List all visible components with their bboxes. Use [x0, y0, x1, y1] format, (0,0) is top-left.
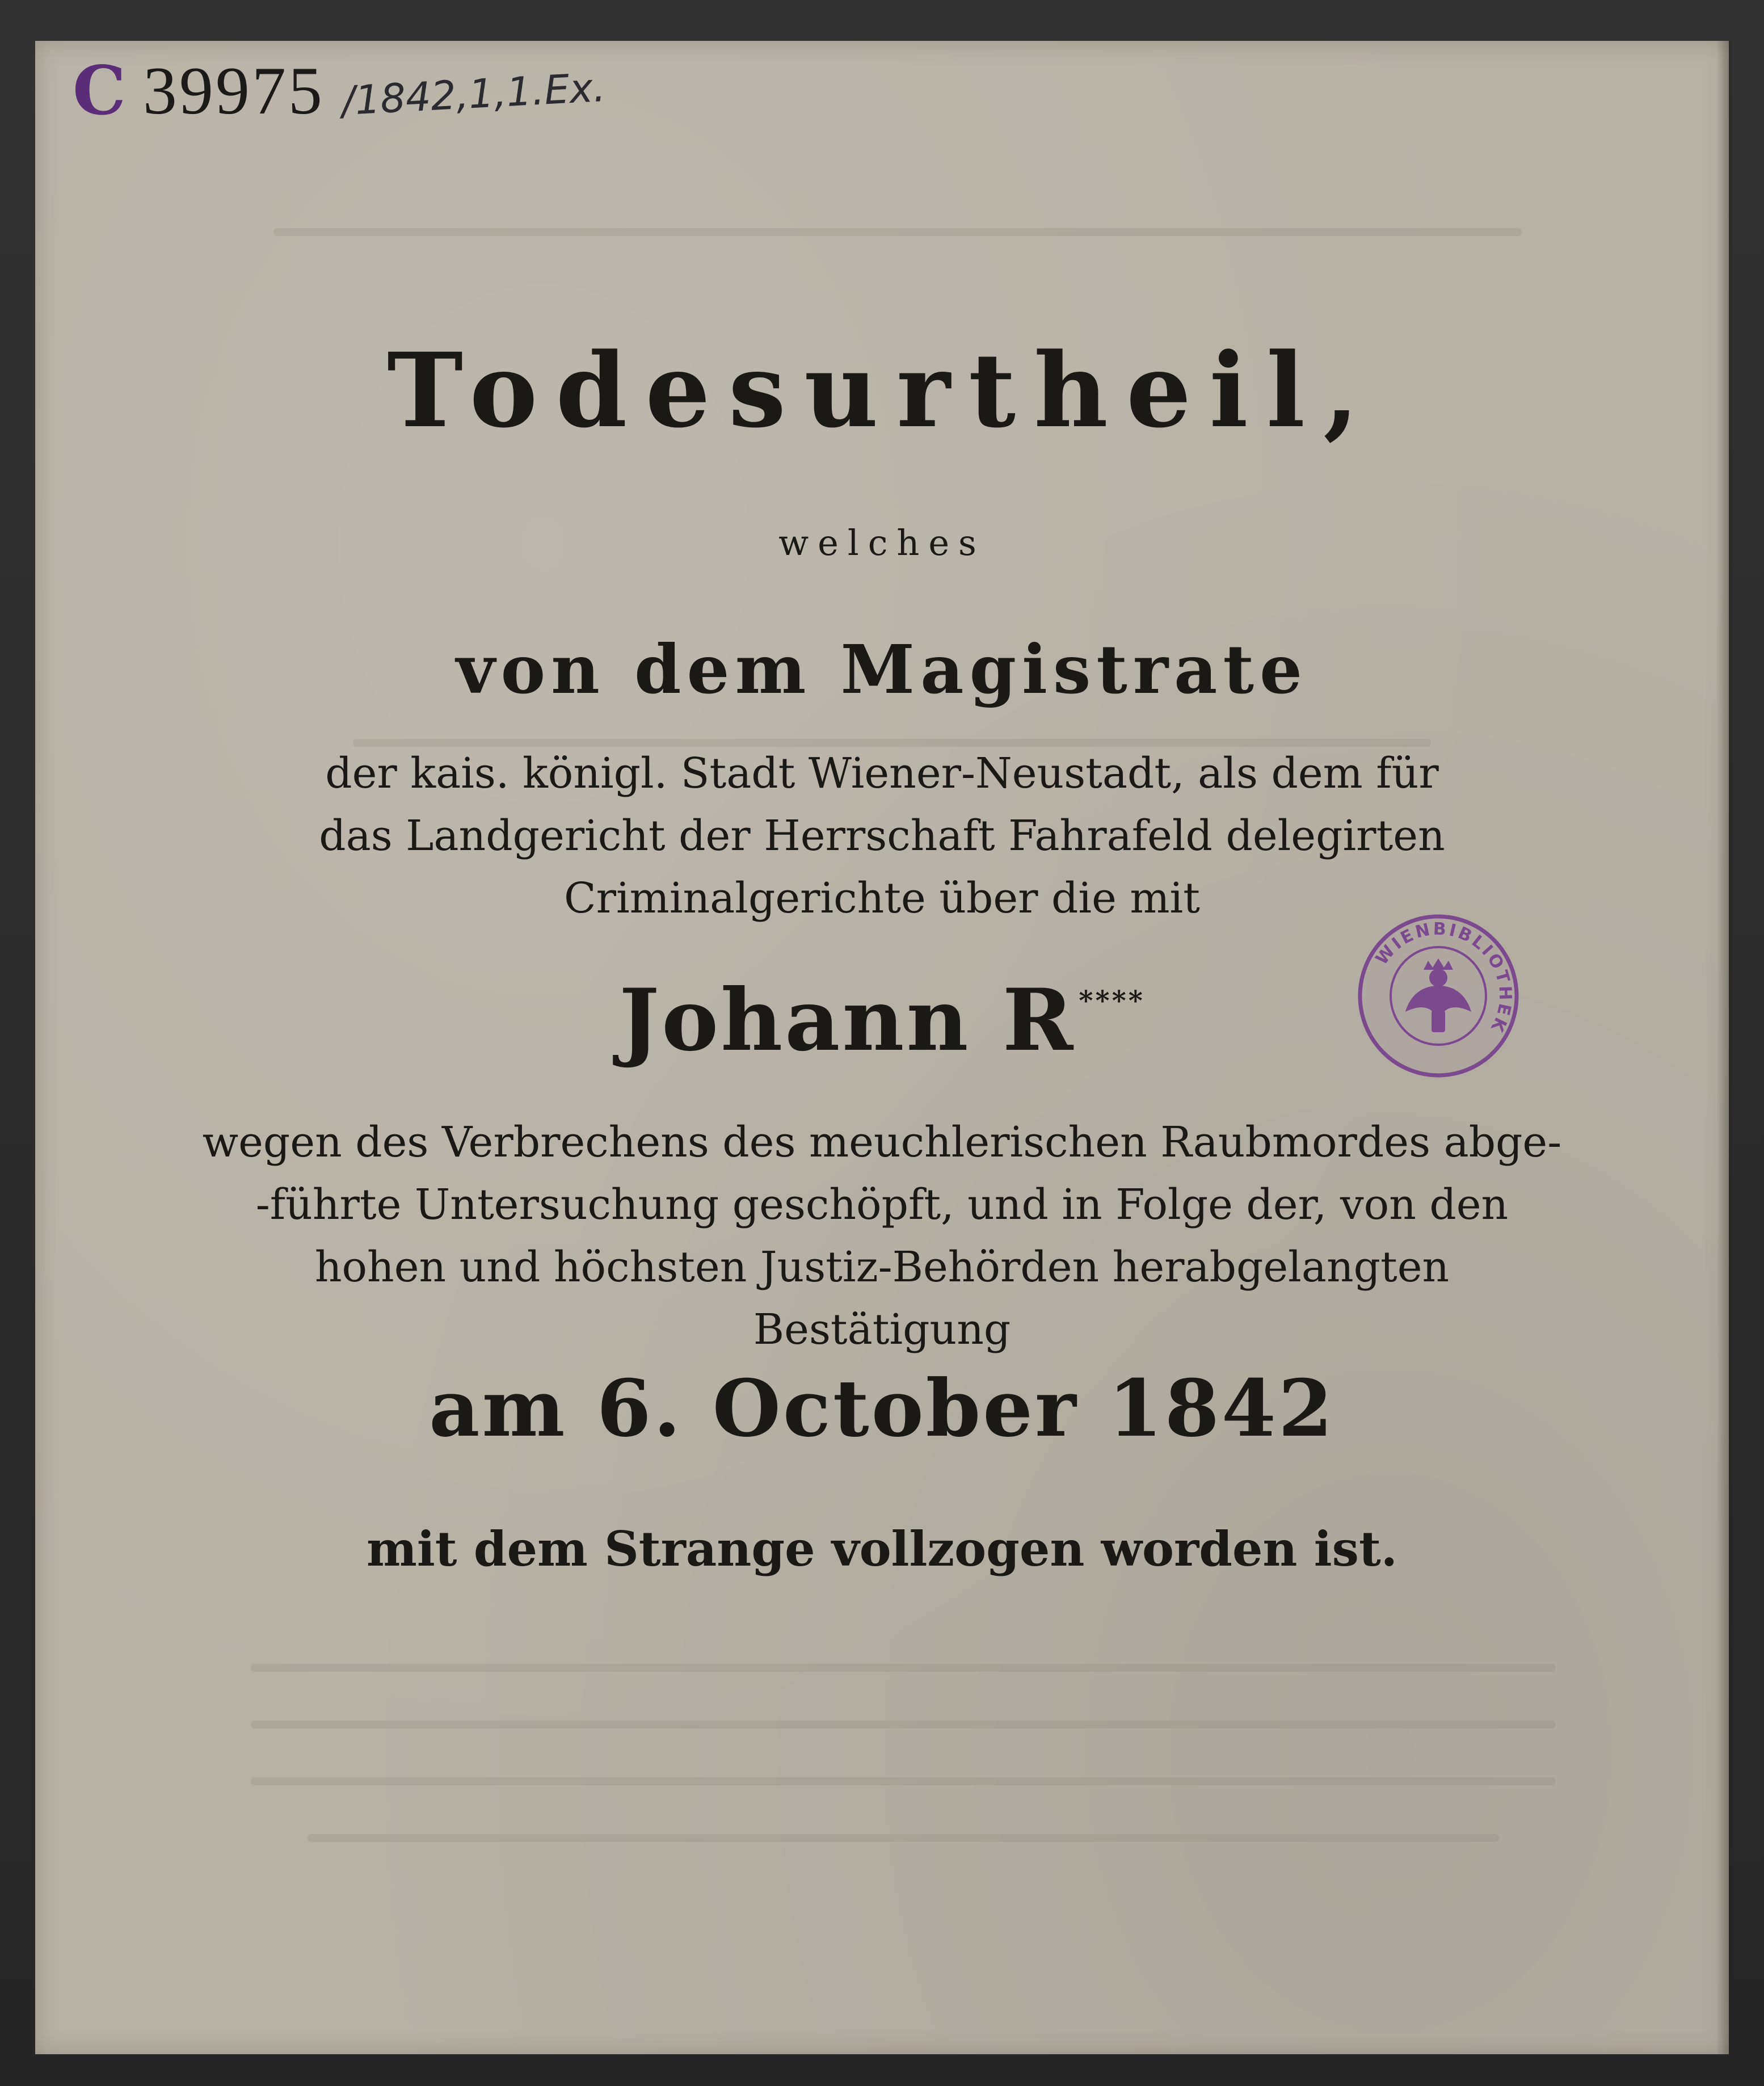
shelfmark: [73, 51, 607, 130]
crime-paragraph: [35, 1111, 1729, 1361]
intro-line: das Landgericht der Herrschaft Fahrafeld delegirten: [319, 811, 1445, 860]
library-stamp-seal: [1353, 911, 1523, 1081]
shelfmark-number: 39975: [142, 53, 325, 128]
intro-paragraph: [35, 742, 1729, 930]
court-heading: von dem Magistrate: [456, 630, 1308, 709]
shelfmark-handwritten-note: /1842,1,1.Ex.: [340, 64, 607, 125]
intro-line: der kais. königl. Stadt Wiener-Neustadt, als dem für: [325, 749, 1439, 798]
bleed-through-line: [273, 228, 1522, 236]
stamp-ring-text: WIENBIBLIOTHEK: [1371, 919, 1515, 1037]
crime-line: Bestätigung: [753, 1305, 1011, 1354]
execution-statement: mit dem Strange vollzogen worden ist.: [367, 1521, 1397, 1577]
bleed-through-line: [251, 1777, 1556, 1785]
subtitle-welches: welches: [778, 522, 986, 563]
crime-line: hohen und höchsten Justiz-Behörden herabgelangten: [314, 1243, 1450, 1292]
bleed-through-line: [251, 1721, 1556, 1728]
defendant-name-text: Johann R: [619, 970, 1076, 1070]
bleed-through-line: [251, 1664, 1556, 1672]
crime-line: wegen des Verbrechens des meuchlerischen Raubmordes abge-: [202, 1118, 1562, 1167]
bleed-through-line: [308, 1834, 1499, 1842]
crime-line: -führte Untersuchung geschöpft, und in Folge der, von den: [255, 1180, 1509, 1229]
intro-line: Criminalgerichte über die mit: [564, 874, 1200, 923]
document-title: Todesurtheil,: [387, 331, 1377, 451]
defendant-name-asterisks: ****: [1079, 985, 1145, 1017]
shelfmark-prefix: C: [73, 51, 126, 130]
execution-date: am 6. October 1842: [429, 1362, 1335, 1454]
